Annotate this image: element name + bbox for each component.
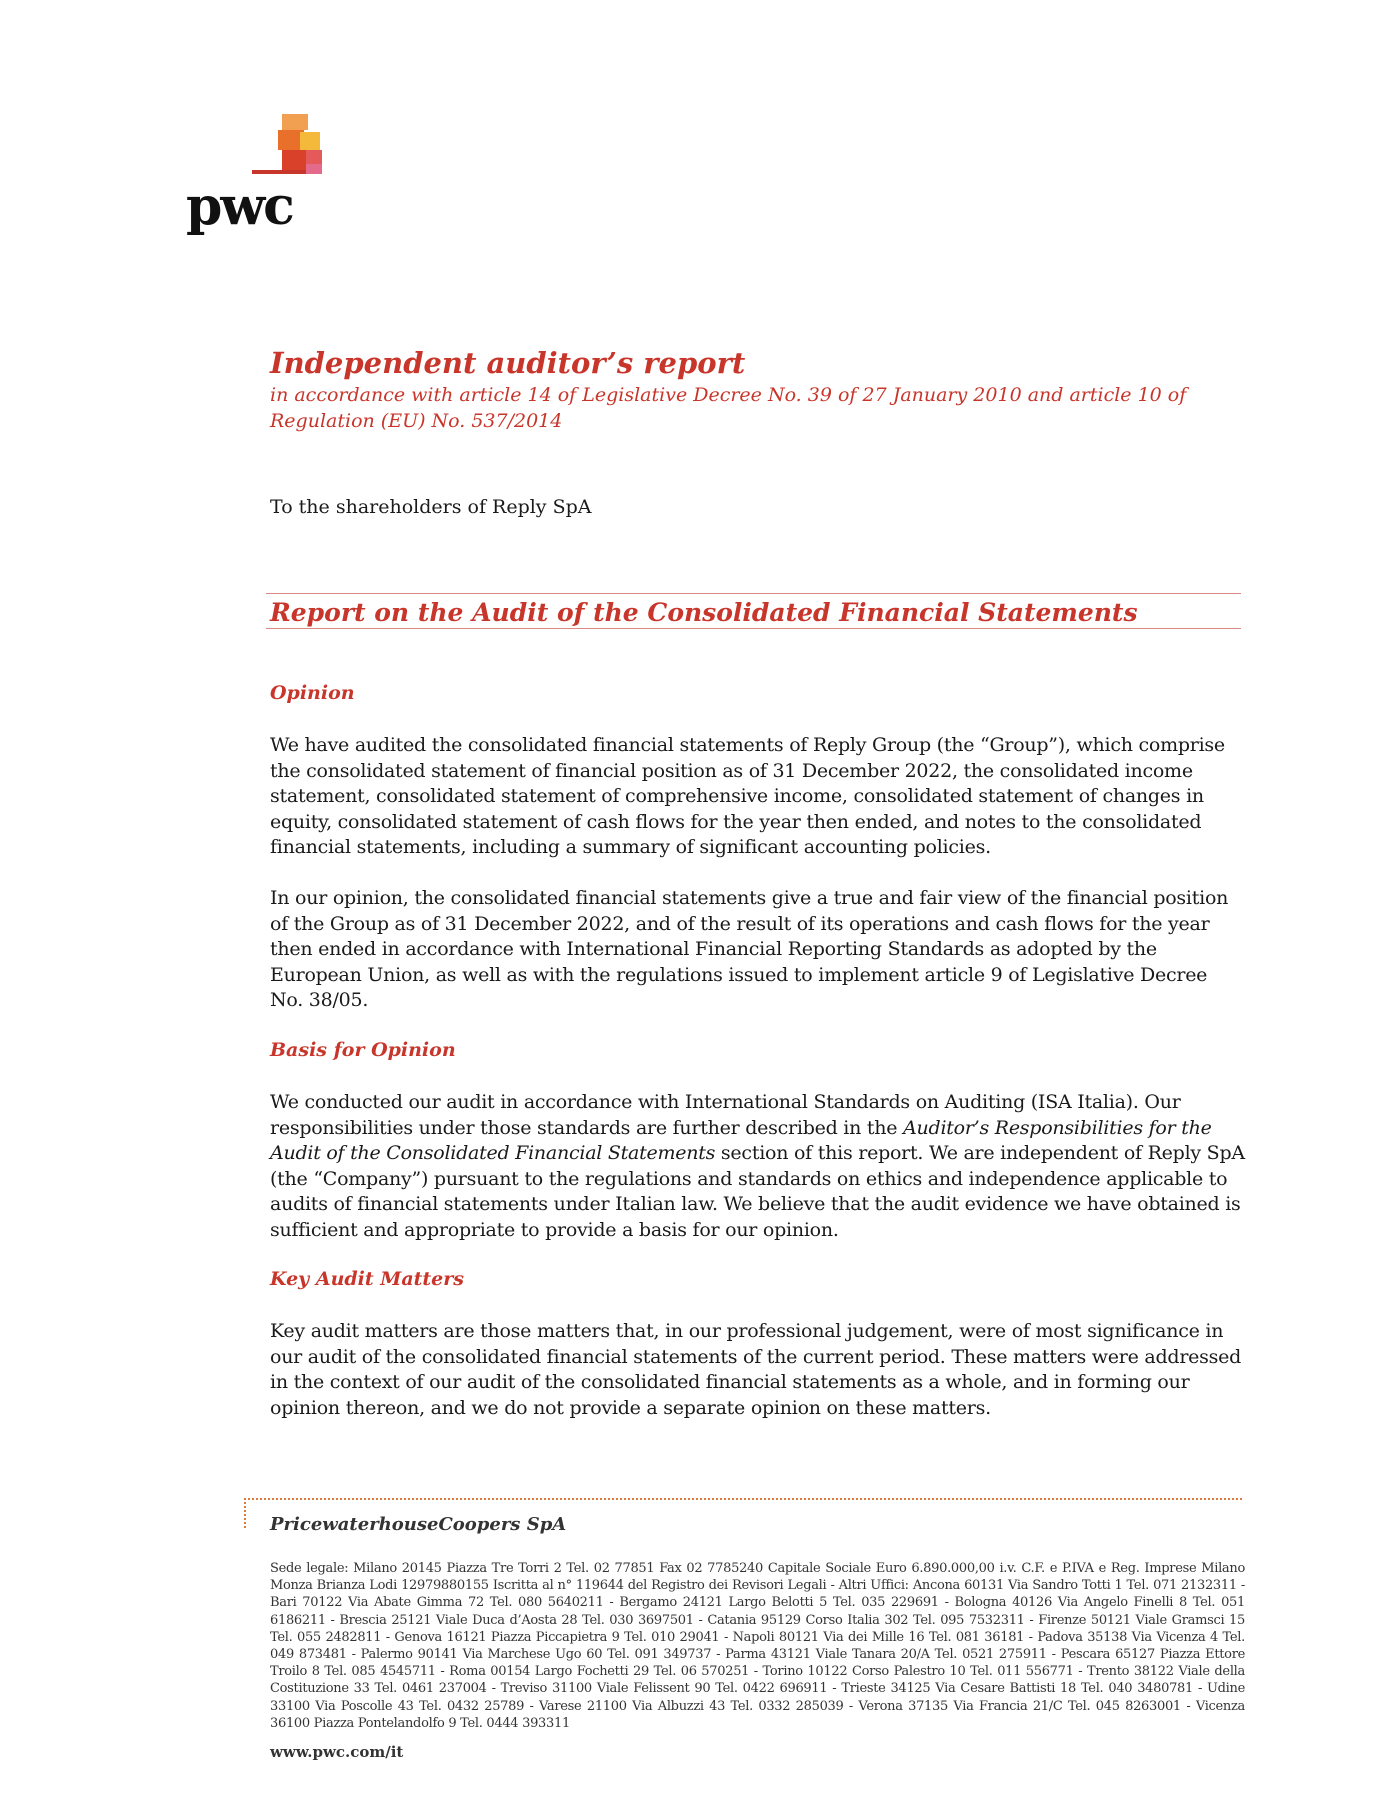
- pwc-logo: [186, 114, 346, 237]
- kam-paragraph: Key audit matters are those matters that, in our professional judgement, were of most significance in our audit of the consolidated financial statements of the current period. These matters were addressed in the context of our audit of the consolidated financial statements as a whole, and in forming our opinion thereon, and we do not provide a separate opinion on these matters.: [270, 1320, 1242, 1419]
- basis-text-end: section of this report. We are independent of Reply SpA (the “Company”) pursuant to the regulations and standards on ethics and independence applicable to audits of financial statements under Italian law. We believe that the audit evidence we have obtained is sufficient and appropriate to provide a basis for our opinion.: [270, 1142, 1245, 1241]
- opinion-paragraph-1: We have audited the consolidated financial statements of Reply Group (the “Group”), which comprise the consolidated statement of financial position as of 31 December 2022, the consolidated income statement, consolidated statement of comprehensive income, consolidated statement of changes in equity, consolidated statement of cash flows for the year then ended, and notes to the consolidated financial statements, including a summary of significant accounting policies.: [270, 734, 1225, 858]
- section-rule-bottom: [266, 628, 1241, 629]
- section-title: Report on the Audit of the Consolidated Financial Statements: [270, 598, 1138, 627]
- opinion-paragraph-2: In our opinion, the consolidated financial statements give a true and fair view of the financial position of the Group as of 31 December 2022, and of the result of its operations and cash flows for the year then ended in accordance with International Financial Reporting Standards as adopted by the European Union, as well as with the regulations issued to implement article 9 of Legislative Decree No. 38/05.: [270, 887, 1229, 1011]
- basis-text-start: We conducted our audit in accordance with International Standards on Auditing (ISA Italia). Our responsibilities under those standards are further described in the: [270, 1091, 1181, 1139]
- report-title: Independent auditor’s report: [270, 346, 746, 380]
- section-rule-top: [266, 593, 1241, 594]
- addressee: To the shareholders of Reply SpA: [270, 496, 592, 518]
- footer-divider-vertical: [244, 1498, 246, 1528]
- pwc-wordmark: pwc: [186, 176, 293, 237]
- basis-text-italic: Auditor’s Responsibilities for the Audit of the Consolidated Financial Statements: [270, 1116, 1212, 1164]
- footer-website-link[interactable]: www.pwc.com/it: [270, 1743, 404, 1761]
- footer-divider: [244, 1498, 1242, 1500]
- basis-paragraph: [270, 1090, 1245, 1243]
- report-subtitle: in accordance with article 14 of Legislative Decree No. 39 of 27 January 2010 and article 10 of Regulation (EU) No. 537/2014: [270, 384, 1187, 432]
- footer-company-name: PricewaterhouseCoopers SpA: [270, 1514, 567, 1535]
- basis-heading: Basis for Opinion: [270, 1039, 456, 1061]
- opinion-heading: Opinion: [270, 682, 355, 704]
- kam-heading: Key Audit Matters: [270, 1268, 464, 1290]
- footer-legal-text: Sede legale: Milano 20145 Piazza Tre Torri 2 Tel. 02 77851 Fax 02 7785240 Capitale Sociale Euro 6.890.000,00 i.v. C.F. e P.IVA e Reg. Imprese Milano Monza Brianza Lodi 12979880155 Iscritta al n° 119644 del Registro dei Revisori Legali - Altri Uffici: Ancona 60131 Via Sandro Totti 1 Tel. 071 2132311 - Bari 70122 Via Abate Gimma 72 Tel. 080 5640211 - Bergamo 24121 Largo Belotti 5 Tel. 035 229691 - Bologna 40126 Via Angelo Finelli 8 Tel. 051 6186211 - Brescia 25121 Viale Duca d’Aosta 28 Tel. 030 3697501 - Catania 95129 Corso Italia 302 Tel. 095 7532311 - Firenze 50121 Viale Gramsci 15 Tel. 055 2482811 - Genova 16121 Piazza Piccapietra 9 Tel. 010 29041 - Napoli 80121 Via dei Mille 16 Tel. 081 36181 - Padova 35138 Via Vicenza 4 Tel. 049 873481 - Palermo 90141 Via Marchese Ugo 60 Tel. 091 349737 - Parma 43121 Viale Tanara 20/A Tel. 0521 275911 - Pescara 65127 Piazza Ettore Troilo 8 Tel. 085 4545711 - Roma 00154 Largo Fochetti 29 Tel. 06 570251 - Torino 10122 Corso Palestro 10 Tel. 011 556771 - Trento 38122 Viale della Costituzione 33 Tel. 0461 237004 - Treviso 31100 Viale Felissent 90 Tel. 0422 696911 - Trieste 34125 Via Cesare Battisti 18 Tel. 040 3480781 - Udine 33100 Via Poscolle 43 Tel. 0432 25789 - Varese 21100 Via Albuzzi 43 Tel. 0332 285039 - Verona 37135 Via Francia 21/C Tel. 045 8263001 - Vicenza 36100 Piazza Pontelandolfo 9 Tel. 0444 393311: [270, 1561, 1245, 1731]
